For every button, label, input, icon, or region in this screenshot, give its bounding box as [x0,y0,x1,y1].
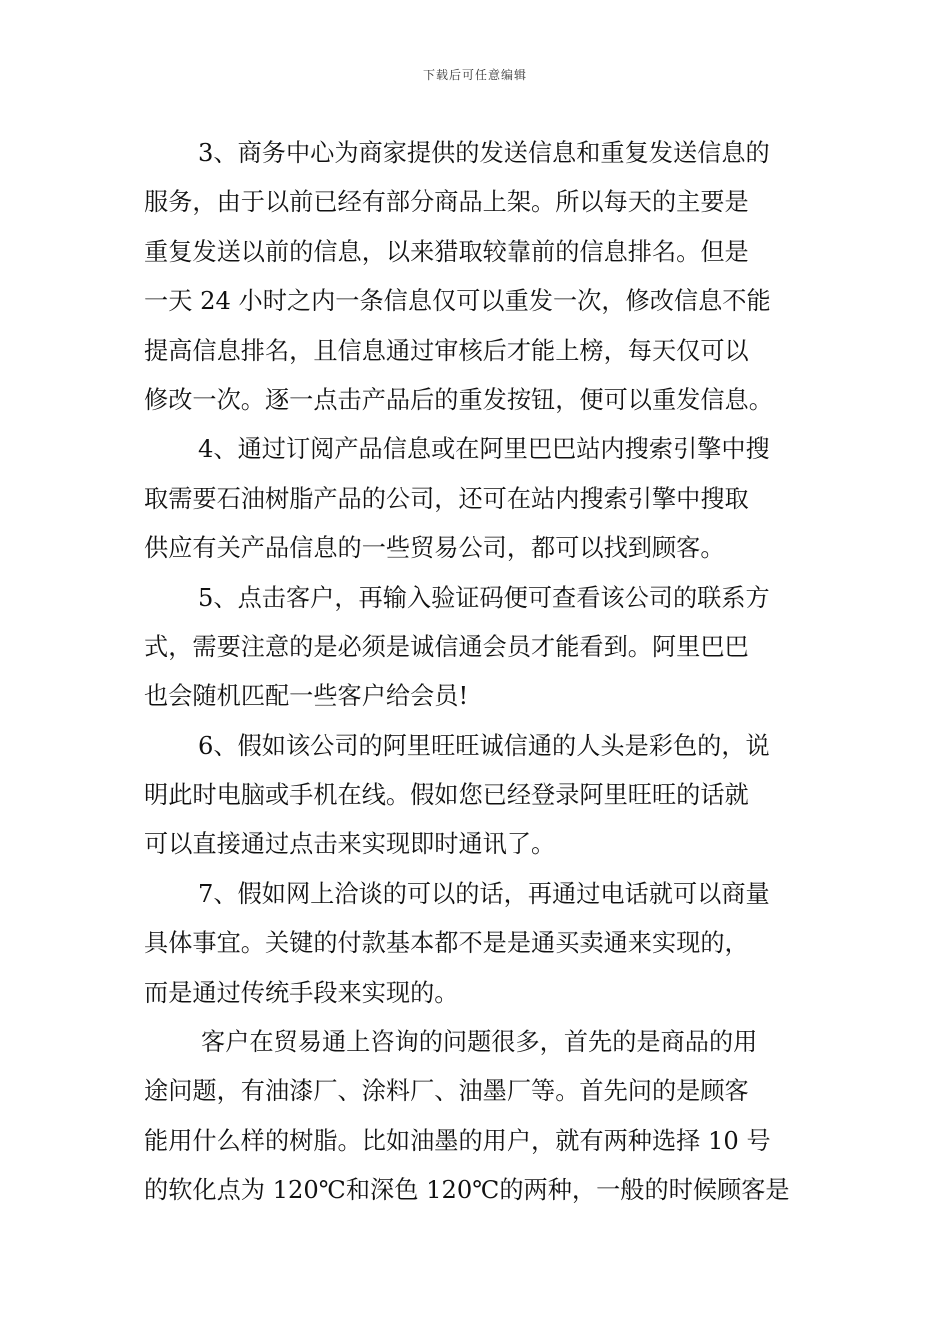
text-line: 可以直接通过点击来实现即时通讯了。 [144,830,556,859]
text-line: 重复发送以前的信息，以来猎取较靠前的信息排名。但是 [144,237,749,266]
text-line: 明此时电脑或手机在线。假如您已经登录阿里旺旺的话就 [144,781,749,810]
text-line: 的软化点为 120℃和深色 120℃的两种，一般的时候顾客是 [144,1176,790,1205]
text-line: 供应有关产品信息的一些贸易公司，都可以找到顾客。 [144,534,725,563]
text-line: 4、通过订阅产品信息或在阿里巴巴站内搜索引擎中搜 [198,435,770,464]
text-line: 3、商务中心为商家提供的发送信息和重复发送信息的 [198,139,770,167]
page-header: 下载后可任意编辑 [422,68,527,82]
text-line: 能用什么样的树脂。比如油墨的用户，就有两种选择 10 号 [144,1126,771,1155]
text-line: 途问题，有油漆厂、涂料厂、油墨厂等。首先问的是顾客 [144,1077,749,1106]
text-line: 修改一次。逐一点击产品后的重发按钮，便可以重发信息。 [144,385,773,414]
text-line: 而是通过传统手段来实现的。 [144,978,459,1007]
text-line: 服务，由于以前已经有部分商品上架。所以每天的主要是 [144,188,749,217]
text-line: 取需要石油树脂产品的公司，还可在站内搜索引擎中搜取 [144,484,749,513]
text-line: 一天 24 小时之内一条信息仅可以重发一次，修改信息不能 [144,287,771,316]
document-body [144,129,808,1216]
text-line: 提高信息排名，且信息通过审核后才能上榜，每天仅可以 [144,336,749,365]
text-line: 7、假如网上洽谈的可以的话，再通过电话就可以商量 [198,879,770,908]
text-line: 式，需要注意的是必须是诚信通会员才能看到。阿里巴巴 [144,632,749,661]
text-line: 也会随机匹配一些客户给会员! [144,682,469,711]
text-line: 5、点击客户，再输入验证码便可查看该公司的联系方 [198,583,770,612]
text-line: 客户在贸易通上咨询的问题很多，首先的是商品的用 [201,1028,758,1057]
text-line: 6、假如该公司的阿里旺旺诚信通的人头是彩色的，说 [198,731,770,760]
text-line: 具体事宜。关键的付款基本都不是是通买卖通来实现的， [144,929,749,958]
